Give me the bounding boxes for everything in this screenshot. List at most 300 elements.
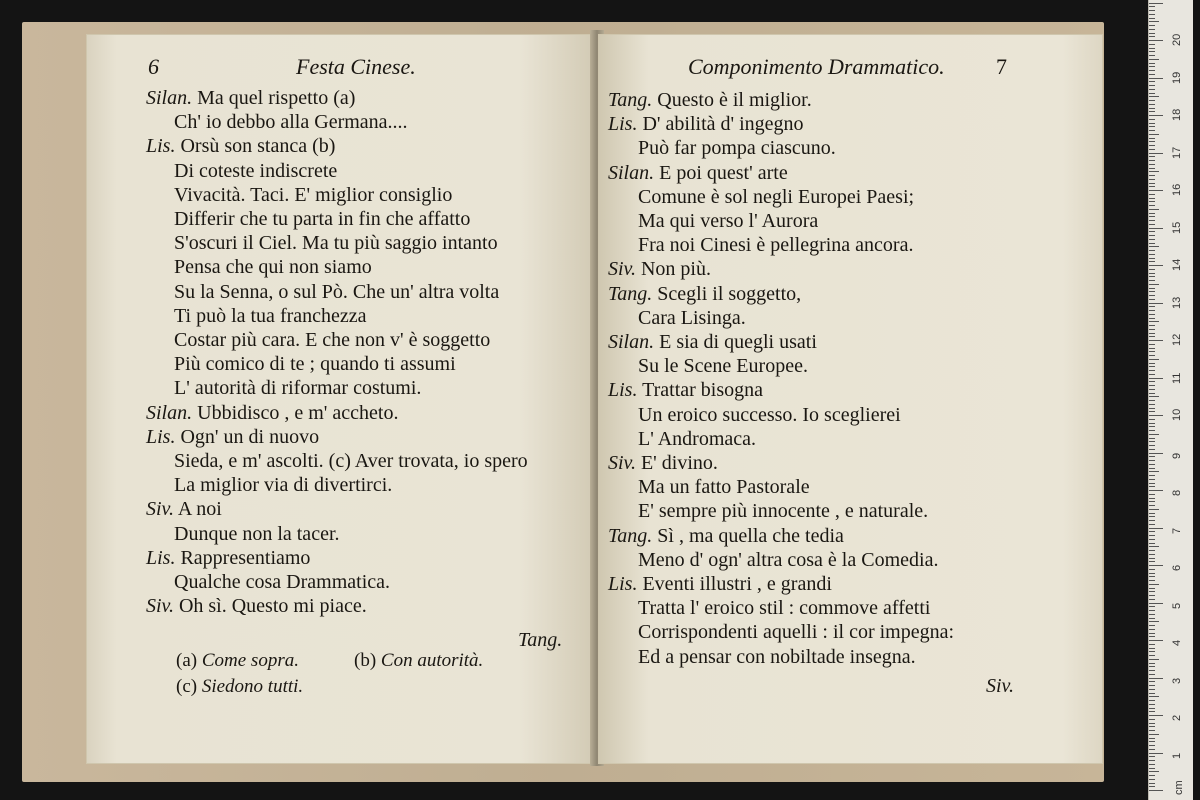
- ruler-number: 8: [1171, 489, 1183, 496]
- ruler-tick: [1149, 40, 1163, 41]
- right-line: [608, 112, 804, 136]
- ruler-tick: [1149, 239, 1155, 240]
- ruler-tick: [1149, 569, 1155, 570]
- ruler-tick: [1149, 186, 1155, 187]
- right-line: [608, 330, 817, 354]
- ruler-tick: [1149, 85, 1155, 86]
- ruler-tick: [1149, 25, 1155, 26]
- footnote: [176, 650, 299, 672]
- ruler-tick: [1149, 153, 1163, 154]
- verse-text: Di coteste indiscrete: [174, 159, 338, 182]
- right-line: [638, 548, 938, 572]
- verse-text: Ch' io debbo alla Germana....: [174, 111, 408, 134]
- ruler-tick: [1149, 288, 1155, 289]
- ruler-tick: [1149, 130, 1155, 131]
- left-line: [174, 376, 421, 400]
- ruler-tick: [1149, 685, 1155, 686]
- ruler-tick: [1149, 198, 1155, 199]
- left-line: [146, 425, 319, 449]
- ruler-number: 1: [1171, 752, 1183, 759]
- right-line: [638, 499, 928, 523]
- ruler-tick: [1149, 509, 1159, 510]
- ruler-tick: [1149, 340, 1163, 341]
- ruler-tick: [1149, 516, 1155, 517]
- left-line: [174, 449, 528, 473]
- ruler-tick: [1149, 250, 1155, 251]
- speaker-name: Lis.: [608, 573, 638, 595]
- ruler-tick: [1149, 576, 1155, 577]
- ruler-tick: [1149, 726, 1155, 727]
- verse-text: E' sempre più innocente , e naturale.: [638, 500, 929, 523]
- left-line: [174, 255, 372, 279]
- right-line: [638, 185, 914, 209]
- ruler-tick: [1149, 543, 1155, 544]
- ruler-tick: [1149, 700, 1155, 701]
- right-line: [638, 427, 756, 451]
- ruler-tick: [1149, 591, 1155, 592]
- ruler-tick: [1149, 359, 1159, 360]
- ruler-tick: [1149, 220, 1155, 221]
- ruler-number: 9: [1171, 452, 1183, 459]
- ruler-tick: [1149, 243, 1155, 244]
- ruler-number: 11: [1171, 372, 1183, 384]
- right-page: [598, 34, 1103, 764]
- ruler-tick: [1149, 171, 1159, 172]
- ruler-tick: [1149, 629, 1155, 630]
- ruler-tick: [1149, 464, 1155, 465]
- ruler-tick: [1149, 336, 1155, 337]
- left-line: [146, 134, 335, 158]
- ruler-tick: [1149, 546, 1159, 547]
- left-line: [174, 570, 390, 594]
- ruler-tick: [1149, 385, 1155, 386]
- ruler-tick: [1149, 693, 1155, 694]
- ruler-tick: [1149, 115, 1163, 116]
- ruler-tick: [1149, 456, 1155, 457]
- measurement-ruler: [1148, 0, 1193, 800]
- left-line: [146, 594, 367, 618]
- ruler-tick: [1149, 696, 1159, 697]
- ruler-tick: [1149, 505, 1155, 506]
- ruler-tick: [1149, 603, 1163, 604]
- footnote-mark: (a): [176, 650, 198, 671]
- ruler-tick: [1149, 344, 1155, 345]
- ruler-tick: [1149, 51, 1155, 52]
- ruler-tick: [1149, 738, 1155, 739]
- ruler-tick: [1149, 314, 1155, 315]
- catchword-right: Siv.: [986, 675, 1014, 697]
- ruler-tick: [1149, 231, 1155, 232]
- ruler-tick: [1149, 666, 1155, 667]
- speaker-name: Silan.: [146, 87, 193, 109]
- ruler-tick: [1149, 640, 1163, 641]
- ruler-tick: [1149, 209, 1159, 210]
- ruler-tick: [1149, 719, 1155, 720]
- ruler-tick: [1149, 411, 1155, 412]
- ruler-tick: [1149, 419, 1155, 420]
- right-line: [638, 354, 808, 378]
- verse-text: Più comico di te ; quando ti assumi: [174, 353, 456, 376]
- ruler-tick: [1149, 149, 1155, 150]
- speaker-name: Lis.: [608, 379, 638, 402]
- ruler-tick: [1149, 498, 1155, 499]
- ruler-tick: [1149, 29, 1155, 30]
- ruler-tick: [1149, 573, 1155, 574]
- ruler-tick: [1149, 14, 1155, 15]
- verse-text: Ubbidisco , e m' accheto.: [192, 401, 399, 424]
- ruler-tick: [1149, 126, 1155, 127]
- ruler-tick: [1149, 606, 1155, 607]
- ruler-tick: [1149, 33, 1155, 34]
- verse-text: Pensa che qui non siamo: [174, 256, 372, 279]
- verse-text: S'oscuri il Ciel. Ma tu più saggio intanto: [174, 232, 498, 255]
- speaker-name: Siv.: [608, 258, 636, 281]
- ruler-tick: [1149, 681, 1155, 682]
- footnote-mark: (c): [176, 676, 198, 697]
- ruler-tick: [1149, 723, 1155, 724]
- right-line: [608, 88, 812, 112]
- ruler-tick: [1149, 265, 1163, 266]
- ruler-tick: [1149, 550, 1155, 551]
- ruler-tick: [1149, 164, 1155, 165]
- ruler-tick: [1149, 201, 1155, 202]
- verse-text: E poi quest' arte: [654, 161, 788, 184]
- ruler-number: 18: [1171, 108, 1183, 121]
- ruler-tick: [1149, 625, 1155, 626]
- verse-text: Fra noi Cinesi è pellegrina ancora.: [638, 234, 914, 257]
- ruler-number: 4: [1171, 639, 1183, 646]
- ruler-tick: [1149, 351, 1155, 352]
- verse-text: L' autorità di riformar costumi.: [174, 377, 422, 400]
- ruler-tick: [1149, 745, 1155, 746]
- ruler-tick: [1149, 10, 1155, 11]
- ruler-tick: [1149, 366, 1155, 367]
- ruler-number: 14: [1171, 258, 1183, 271]
- right-line: [608, 451, 718, 475]
- ruler-tick: [1149, 168, 1155, 169]
- right-line: [638, 596, 930, 620]
- ruler-tick: [1149, 276, 1155, 277]
- ruler-tick: [1149, 396, 1159, 397]
- left-page: [86, 34, 596, 764]
- ruler-unit: cm: [1173, 780, 1185, 795]
- right-line: [638, 136, 836, 160]
- ruler-tick: [1149, 235, 1155, 236]
- ruler-tick: [1149, 280, 1155, 281]
- left-line: [174, 207, 470, 231]
- ruler-tick: [1149, 321, 1159, 322]
- ruler-tick: [1149, 565, 1163, 566]
- right-line: [638, 645, 916, 669]
- verse-text: Costar più cara. E che non v' è soggetto: [174, 329, 491, 351]
- ruler-tick: [1149, 408, 1155, 409]
- ruler-tick: [1149, 520, 1155, 521]
- ruler-tick: [1149, 59, 1159, 60]
- ruler-tick: [1149, 160, 1155, 161]
- ruler-tick: [1149, 539, 1155, 540]
- ruler-tick: [1149, 213, 1155, 214]
- verse-text: Ma quel rispetto (a): [192, 87, 356, 109]
- ruler-tick: [1149, 644, 1155, 645]
- footnote-text: Come sopra.: [201, 650, 299, 671]
- ruler-tick: [1149, 430, 1155, 431]
- ruler-tick: [1149, 704, 1155, 705]
- ruler-tick: [1149, 663, 1155, 664]
- speaker-name: Siv.: [146, 595, 174, 618]
- book-spread: [78, 26, 1108, 766]
- ruler-number: 3: [1171, 677, 1183, 684]
- ruler-tick: [1149, 741, 1155, 742]
- right-line: [608, 572, 832, 596]
- ruler-tick: [1149, 468, 1155, 469]
- ruler-tick: [1149, 595, 1155, 596]
- ruler-tick: [1149, 303, 1163, 304]
- ruler-tick: [1149, 100, 1155, 101]
- ruler-tick: [1149, 156, 1155, 157]
- ruler-tick: [1149, 651, 1155, 652]
- ruler-tick: [1149, 438, 1155, 439]
- ruler-tick: [1149, 659, 1159, 660]
- ruler-tick: [1149, 179, 1155, 180]
- ruler-tick: [1149, 768, 1155, 769]
- ruler-tick: [1149, 78, 1163, 79]
- ruler-tick: [1149, 490, 1163, 491]
- ruler-tick: [1149, 415, 1163, 416]
- verse-text: Questo è il miglior.: [652, 89, 812, 111]
- ruler-tick: [1149, 501, 1155, 502]
- ruler-tick: [1149, 599, 1155, 600]
- ruler-tick: [1149, 273, 1155, 274]
- ruler-tick: [1149, 254, 1155, 255]
- ruler-tick: [1149, 18, 1155, 19]
- ruler-tick: [1149, 348, 1155, 349]
- ruler-tick: [1149, 108, 1155, 109]
- ruler-tick: [1149, 404, 1155, 405]
- ruler-tick: [1149, 689, 1155, 690]
- ruler-tick: [1149, 96, 1159, 97]
- verse-text: Ogn' un di nuovo: [175, 425, 320, 448]
- footnote-text: Con autorità.: [380, 650, 484, 671]
- ruler-tick: [1149, 291, 1155, 292]
- verse-text: Tratta l' eroico stil : commove affetti: [638, 597, 931, 620]
- ruler-tick: [1149, 715, 1163, 716]
- left-line: [174, 110, 408, 134]
- ruler-tick: [1149, 374, 1155, 375]
- ruler-tick: [1149, 138, 1155, 139]
- ruler-tick: [1149, 486, 1155, 487]
- ruler-tick: [1149, 190, 1163, 191]
- ruler-tick: [1149, 370, 1155, 371]
- verse-text: Meno d' ogn' altra cosa è la Comedia.: [638, 548, 939, 571]
- right-line: [638, 475, 810, 499]
- right-line: [608, 161, 788, 185]
- ruler-tick: [1149, 93, 1155, 94]
- ruler-tick: [1149, 756, 1155, 757]
- speaker-name: Lis.: [146, 546, 176, 569]
- ruler-tick: [1149, 325, 1155, 326]
- ruler-tick: [1149, 381, 1155, 382]
- ruler-tick: [1149, 775, 1155, 776]
- speaker-name: Siv.: [146, 498, 174, 521]
- ruler-number: 17: [1171, 146, 1183, 159]
- ruler-tick: [1149, 310, 1155, 311]
- ruler-tick: [1149, 621, 1159, 622]
- right-line: [638, 403, 901, 427]
- ruler-tick: [1149, 378, 1163, 379]
- ruler-number: 12: [1171, 333, 1183, 346]
- ruler-tick: [1149, 674, 1155, 675]
- right-line: [608, 282, 801, 306]
- footnote: [176, 676, 303, 698]
- ruler-tick: [1149, 55, 1155, 56]
- verse-text: Differir che tu parta in fin che affatto: [174, 208, 471, 230]
- ruler-number: 20: [1171, 33, 1183, 46]
- verse-text: Sieda, e m' ascolti. (c) Aver trovata, io spero: [174, 450, 528, 472]
- verse-text: Corrispondenti aquelli : il cor impegna:: [638, 621, 955, 644]
- ruler-tick: [1149, 471, 1159, 472]
- verse-text: La miglior via di divertirci.: [174, 474, 393, 497]
- ruler-tick: [1149, 299, 1155, 300]
- ruler-tick: [1149, 216, 1155, 217]
- verse-text: Rappresentiamo: [175, 546, 311, 569]
- verse-text: Dunque non la tacer.: [174, 522, 340, 545]
- ruler-tick: [1149, 175, 1155, 176]
- ruler-tick: [1149, 708, 1155, 709]
- ruler-tick: [1149, 48, 1155, 49]
- ruler-tick: [1149, 36, 1155, 37]
- left-line: [174, 231, 498, 255]
- ruler-tick: [1149, 141, 1155, 142]
- speaker-name: Tang.: [608, 524, 653, 547]
- ruler-tick: [1149, 783, 1155, 784]
- ruler-number: 15: [1171, 221, 1183, 234]
- speaker-name: Tang.: [608, 89, 653, 111]
- ruler-tick: [1149, 460, 1155, 461]
- ruler-tick: [1149, 445, 1155, 446]
- ruler-tick: [1149, 123, 1155, 124]
- ruler-tick: [1149, 554, 1155, 555]
- verse-text: Scegli il soggetto,: [652, 282, 802, 305]
- ruler-number: 13: [1171, 296, 1183, 309]
- ruler-tick: [1149, 479, 1155, 480]
- left-line: [174, 522, 340, 546]
- verse-text: Un eroico successo. Io sceglierei: [638, 403, 901, 426]
- ruler-tick: [1149, 329, 1155, 330]
- page-number-left: 6: [148, 54, 159, 79]
- ruler-number: 19: [1171, 71, 1183, 84]
- left-line: [174, 473, 392, 497]
- ruler-tick: [1149, 760, 1155, 761]
- ruler-tick: [1149, 648, 1155, 649]
- ruler-tick: [1149, 711, 1155, 712]
- speaker-name: Lis.: [146, 425, 176, 448]
- ruler-tick: [1149, 441, 1155, 442]
- speaker-name: Lis.: [608, 113, 638, 136]
- verse-text: Qualche cosa Drammatica.: [174, 571, 391, 593]
- ruler-tick: [1149, 494, 1155, 495]
- left-line: [174, 183, 452, 207]
- verse-text: Eventi illustri , e grandi: [637, 573, 832, 595]
- verse-text: Orsù son stanca (b): [175, 135, 336, 158]
- ruler-tick: [1149, 66, 1155, 67]
- ruler-tick: [1149, 81, 1155, 82]
- verse-text: E' divino.: [635, 452, 718, 474]
- left-line: [146, 401, 398, 425]
- ruler-tick: [1149, 749, 1155, 750]
- verse-text: Su le Scene Europee.: [638, 355, 808, 378]
- ruler-tick: [1149, 63, 1155, 64]
- ruler-tick: [1149, 655, 1155, 656]
- ruler-tick: [1149, 734, 1159, 735]
- ruler-tick: [1149, 771, 1159, 772]
- verse-text: Trattar bisogna: [637, 379, 764, 402]
- ruler-tick: [1149, 21, 1159, 22]
- ruler-number: 6: [1171, 564, 1183, 571]
- ruler-tick: [1149, 119, 1155, 120]
- ruler-tick: [1149, 513, 1155, 514]
- ruler-tick: [1149, 295, 1155, 296]
- verse-text: Cara Lisinga.: [638, 306, 746, 329]
- speaker-name: Silan.: [608, 161, 655, 184]
- ruler-tick: [1149, 426, 1155, 427]
- verse-text: L' Andromaca.: [638, 427, 757, 450]
- ruler-tick: [1149, 790, 1163, 791]
- ruler-tick: [1149, 134, 1159, 135]
- ruler-number: 10: [1171, 408, 1183, 421]
- verse-text: Ma un fatto Pastorale: [638, 476, 810, 499]
- ruler-tick: [1149, 306, 1155, 307]
- ruler-tick: [1149, 224, 1155, 225]
- speaker-name: Lis.: [146, 135, 176, 158]
- ruler-tick: [1149, 194, 1155, 195]
- verse-text: Può far pompa ciascuno.: [638, 137, 836, 160]
- verse-text: Su la Senna, o sul Pò. Che un' altra volta: [174, 280, 500, 303]
- ruler-tick: [1149, 355, 1155, 356]
- ruler-tick: [1149, 670, 1155, 671]
- page-number-right: 7: [996, 54, 1007, 79]
- verse-text: Ed a pensar con nobiltade insegna.: [638, 645, 916, 668]
- left-line: [174, 304, 367, 328]
- left-line: [174, 328, 490, 352]
- footnote-mark: (b): [354, 650, 377, 671]
- ruler-tick: [1149, 786, 1155, 787]
- right-line: [608, 378, 763, 402]
- ruler-tick: [1149, 449, 1155, 450]
- footnote: [354, 650, 483, 672]
- ruler-tick: [1149, 258, 1155, 259]
- ruler-tick: [1149, 400, 1155, 401]
- ruler-tick: [1149, 475, 1155, 476]
- right-line: [608, 257, 711, 281]
- ruler-tick: [1149, 3, 1163, 4]
- right-line: [608, 524, 844, 548]
- ruler-tick: [1149, 618, 1155, 619]
- running-title-left: Festa Cinese.: [296, 54, 416, 79]
- left-line: [174, 280, 499, 304]
- left-line: [146, 546, 310, 570]
- ruler-tick: [1149, 531, 1155, 532]
- left-line: [174, 352, 456, 376]
- ruler-tick: [1149, 423, 1155, 424]
- ruler-tick: [1149, 6, 1155, 7]
- ruler-tick: [1149, 318, 1155, 319]
- left-line: [146, 86, 355, 110]
- right-line: [638, 233, 913, 257]
- ruler-tick: [1149, 389, 1155, 390]
- ruler-tick: [1149, 111, 1155, 112]
- ruler-tick: [1149, 633, 1155, 634]
- ruler-tick: [1149, 614, 1155, 615]
